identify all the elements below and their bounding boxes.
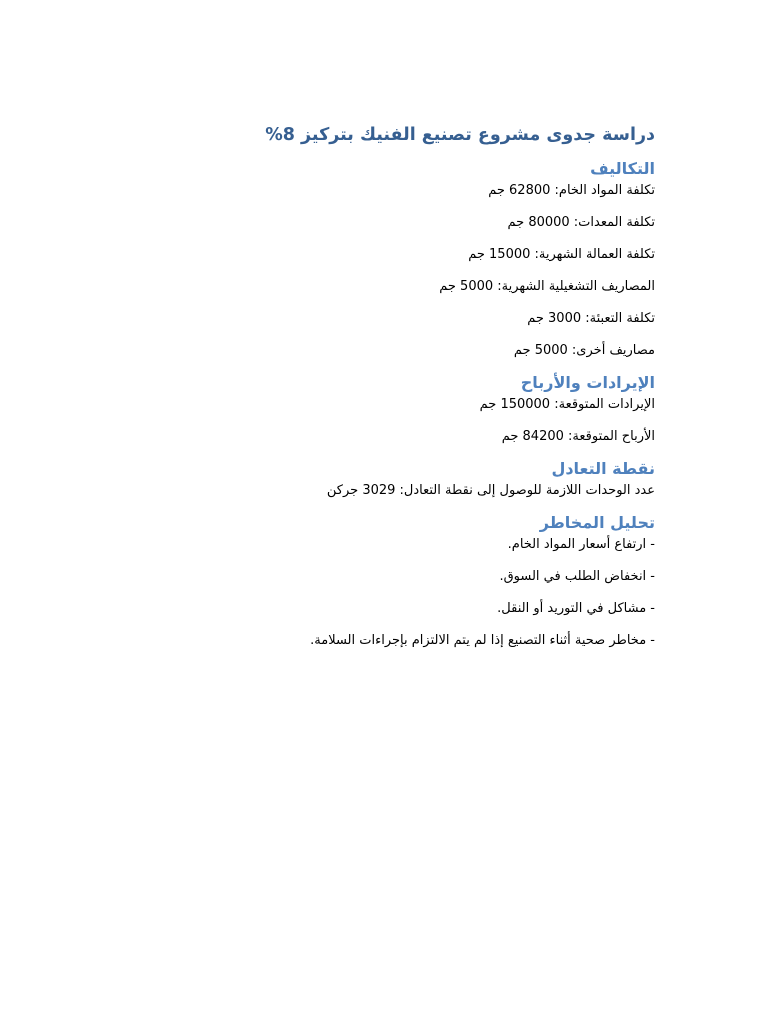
risk-line-health-safety: - مخاطر صحية أثناء التصنيع إذا لم يتم الالتزام بإجراءات السلامة. <box>310 633 655 648</box>
cost-line-packaging: تكلفة التعبئة: 3000 جم <box>527 311 655 326</box>
section-break-even <box>112 458 655 502</box>
section-costs <box>112 158 655 362</box>
revenue-line-expected-revenue: الإيرادات المتوقعة: 150000 جم <box>479 397 655 412</box>
document-title: دراسة جدوى مشروع تصنيع الفنيك بتركيز 8% <box>265 125 655 145</box>
cost-line-operating: المصاريف التشغيلية الشهرية: 5000 جم <box>439 279 655 294</box>
risk-line-supply-transport: - مشاكل في التوريد أو النقل. <box>497 601 655 616</box>
section-heading-costs: التكاليف <box>590 159 655 178</box>
risk-line-raw-material-prices: - ارتفاع أسعار المواد الخام. <box>507 537 655 552</box>
section-risk-analysis <box>112 512 655 652</box>
risk-line-demand-drop: - انخفاض الطلب في السوق. <box>499 569 655 584</box>
section-revenue-profit <box>112 372 655 448</box>
section-heading-revenue-profit: الإيرادات والأرباح <box>520 373 655 392</box>
section-heading-risk-analysis: تحليل المخاطر <box>539 513 655 532</box>
cost-line-labor: تكلفة العمالة الشهرية: 15000 جم <box>468 247 655 262</box>
break-even-line: عدد الوحدات اللازمة للوصول إلى نقطة التعادل: 3029 جركن <box>326 483 655 498</box>
cost-line-raw-materials: تكلفة المواد الخام: 62800 جم <box>488 183 655 198</box>
document-page <box>112 122 655 662</box>
section-heading-break-even: نقطة التعادل <box>551 459 655 478</box>
revenue-line-expected-profit: الأرباح المتوقعة: 84200 جم <box>501 429 655 444</box>
cost-line-other: مصاريف أخرى: 5000 جم <box>513 343 655 358</box>
cost-line-equipment: تكلفة المعدات: 80000 جم <box>507 215 655 230</box>
